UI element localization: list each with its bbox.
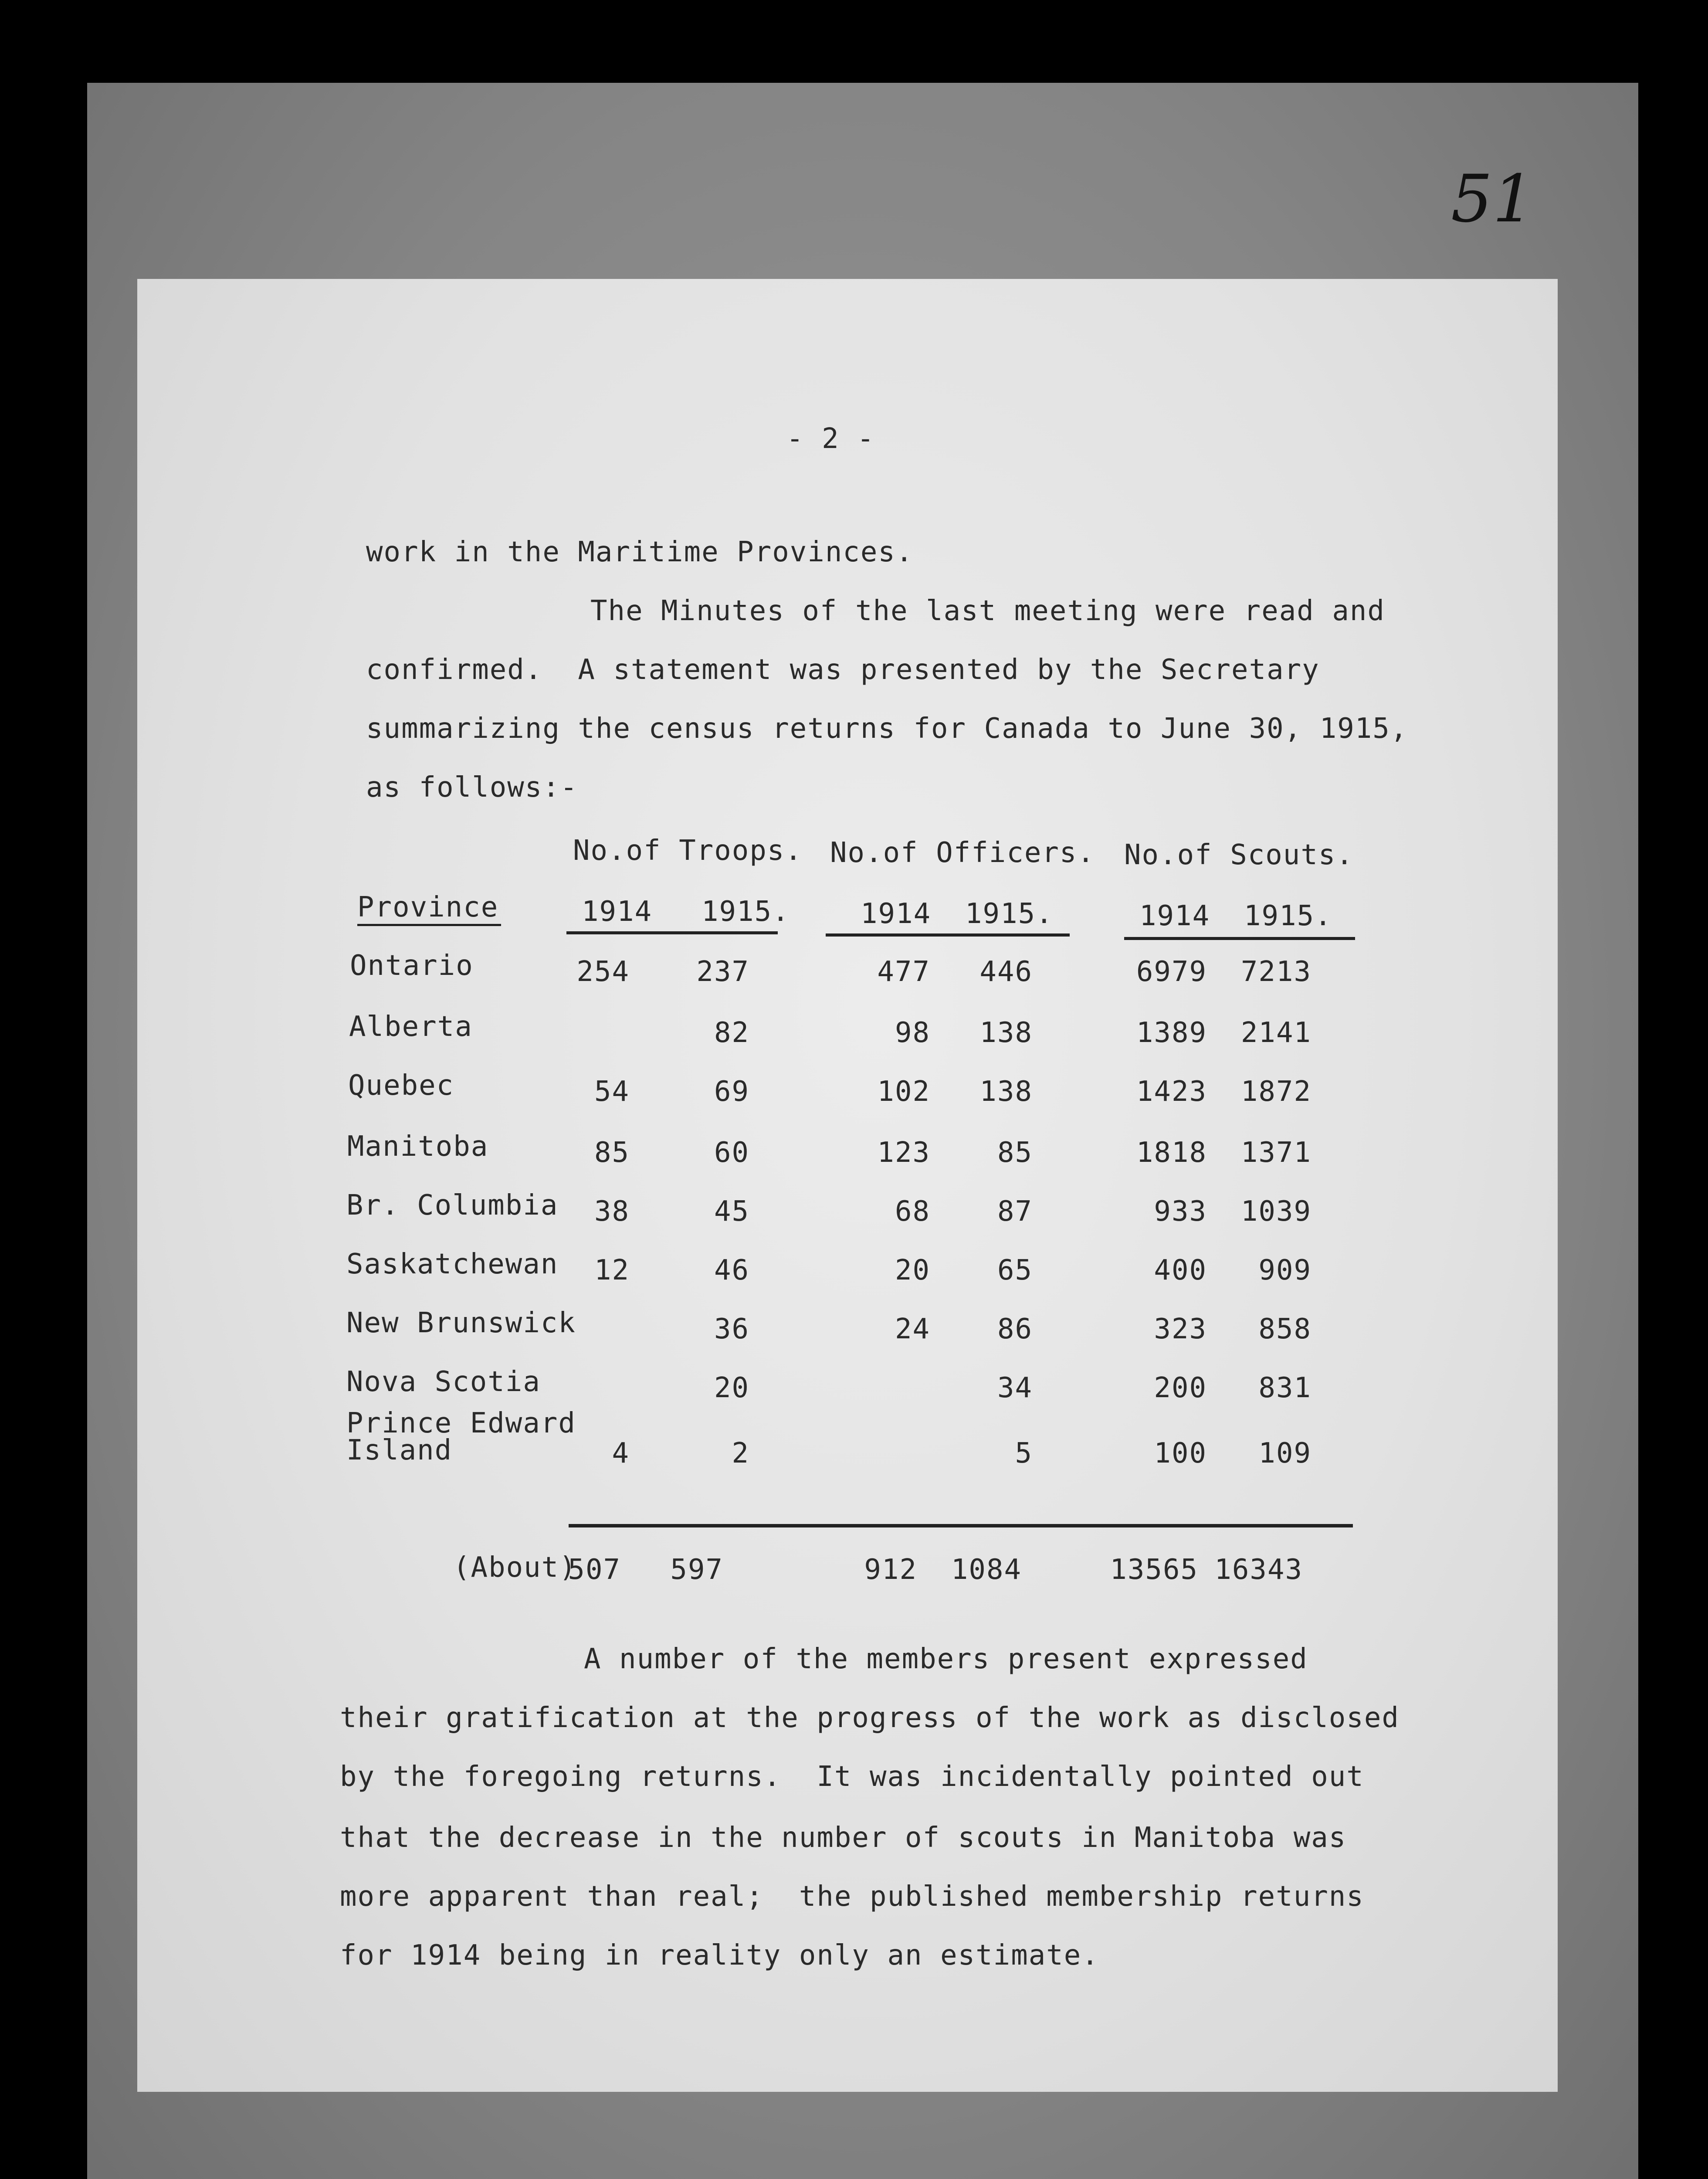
value-cell: 24 <box>895 1313 930 1345</box>
value-cell: 1039 <box>1240 1195 1312 1228</box>
value-cell: 46 <box>714 1254 749 1286</box>
province-cell: Quebec <box>348 1069 454 1102</box>
province-cell: Alberta <box>349 1011 473 1043</box>
intro-line-1: work in the Maritime Provinces. <box>366 536 914 568</box>
closing-line-6: for 1914 being in reality only an estimate. <box>340 1939 1099 1972</box>
value-cell: 1371 <box>1240 1137 1312 1169</box>
group-header-officers: No.of Officers. <box>830 837 1095 869</box>
value-cell: 82 <box>714 1017 749 1049</box>
total-label: (About) <box>453 1551 577 1584</box>
value-cell: 36 <box>714 1313 749 1345</box>
total-cell: 597 <box>670 1554 723 1586</box>
value-cell: 34 <box>997 1372 1033 1404</box>
value-cell: 1872 <box>1240 1076 1312 1108</box>
value-cell: 7213 <box>1240 956 1312 988</box>
value-cell: 102 <box>877 1076 930 1108</box>
value-cell: 323 <box>1154 1313 1207 1345</box>
province-cell: Prince Edward Island <box>346 1407 576 1466</box>
value-cell: 1423 <box>1136 1076 1207 1108</box>
group-header-scouts: No.of Scouts. <box>1124 839 1354 871</box>
year-header: 1915. <box>1244 900 1332 932</box>
value-cell: 109 <box>1258 1437 1312 1470</box>
group-header-troops: No.of Troops. <box>573 835 803 867</box>
value-cell: 69 <box>714 1076 749 1108</box>
value-cell: 68 <box>895 1195 930 1228</box>
value-cell: 477 <box>877 956 930 988</box>
closing-line-1: A number of the members present expressed <box>584 1643 1308 1675</box>
province-cell: Manitoba <box>347 1130 489 1163</box>
total-cell: 16343 <box>1214 1554 1303 1586</box>
value-cell: 138 <box>979 1076 1033 1108</box>
value-cell: 1389 <box>1136 1017 1207 1049</box>
province-header-underline <box>357 924 501 926</box>
value-cell: 4 <box>612 1437 630 1470</box>
province-cell: Nova Scotia <box>346 1366 541 1398</box>
year-header: 1914 <box>1139 900 1210 932</box>
value-cell: 446 <box>979 956 1033 988</box>
value-cell: 123 <box>877 1137 930 1169</box>
intro-line-3: confirmed. A statement was presented by the Secretary <box>366 654 1320 686</box>
value-cell: 85 <box>594 1137 630 1169</box>
value-cell: 45 <box>714 1195 749 1228</box>
intro-line-4: summarizing the census returns for Canada to June 30, 1915, <box>366 713 1408 745</box>
value-cell: 1818 <box>1136 1137 1207 1169</box>
value-cell: 98 <box>895 1017 930 1049</box>
value-cell: 60 <box>714 1137 749 1169</box>
closing-line-4: that the decrease in the number of scouts in Manitoba was <box>340 1822 1347 1854</box>
scouts-header-rule <box>1124 937 1355 940</box>
province-cell: Br. Columbia <box>346 1189 559 1222</box>
closing-line-2: their gratification at the progress of the work as disclosed <box>340 1702 1400 1734</box>
value-cell: 237 <box>696 956 749 988</box>
troops-header-rule <box>566 931 778 934</box>
value-cell: 38 <box>594 1195 630 1228</box>
value-cell: 20 <box>895 1254 930 1286</box>
value-cell: 909 <box>1258 1254 1312 1286</box>
value-cell: 831 <box>1258 1372 1312 1404</box>
year-header: 1915. <box>965 898 1054 930</box>
typed-page <box>137 279 1558 2092</box>
total-cell: 1084 <box>951 1554 1022 1586</box>
value-cell: 65 <box>997 1254 1033 1286</box>
value-cell: 2141 <box>1240 1017 1312 1049</box>
value-cell: 12 <box>594 1254 630 1286</box>
archive-folio-stamp: 51 <box>1451 161 1534 237</box>
value-cell: 85 <box>997 1137 1033 1169</box>
total-cell: 13565 <box>1110 1554 1198 1586</box>
province-cell: Saskatchewan <box>346 1248 559 1280</box>
value-cell: 86 <box>997 1313 1033 1345</box>
value-cell: 87 <box>997 1195 1033 1228</box>
value-cell: 858 <box>1258 1313 1312 1345</box>
province-cell: Ontario <box>350 950 474 982</box>
intro-line-5: as follows:- <box>366 771 578 804</box>
value-cell: 2 <box>732 1437 749 1470</box>
year-header: 1915. <box>702 896 790 928</box>
value-cell: 100 <box>1154 1437 1207 1470</box>
value-cell: 6979 <box>1136 956 1207 988</box>
total-cell: 507 <box>568 1554 621 1586</box>
closing-line-3: by the foregoing returns. It was incidentally pointed out <box>340 1761 1364 1793</box>
totals-rule <box>569 1524 1353 1527</box>
total-cell: 912 <box>864 1554 917 1586</box>
page-number: - 2 - <box>786 423 875 455</box>
value-cell: 5 <box>1015 1437 1033 1470</box>
year-header: 1914 <box>861 898 932 930</box>
value-cell: 54 <box>594 1076 630 1108</box>
province-header: Province <box>357 891 499 923</box>
value-cell: 400 <box>1154 1254 1207 1286</box>
value-cell: 20 <box>714 1372 749 1404</box>
officers-header-rule <box>826 933 1070 937</box>
intro-line-2: The Minutes of the last meeting were read and <box>590 595 1385 627</box>
value-cell: 933 <box>1154 1195 1207 1228</box>
value-cell: 254 <box>576 956 630 988</box>
province-cell: New Brunswick <box>346 1307 576 1339</box>
closing-line-5: more apparent than real; the published membership returns <box>340 1880 1364 1913</box>
value-cell: 138 <box>979 1017 1033 1049</box>
value-cell: 200 <box>1154 1372 1207 1404</box>
year-header: 1914 <box>582 896 653 928</box>
